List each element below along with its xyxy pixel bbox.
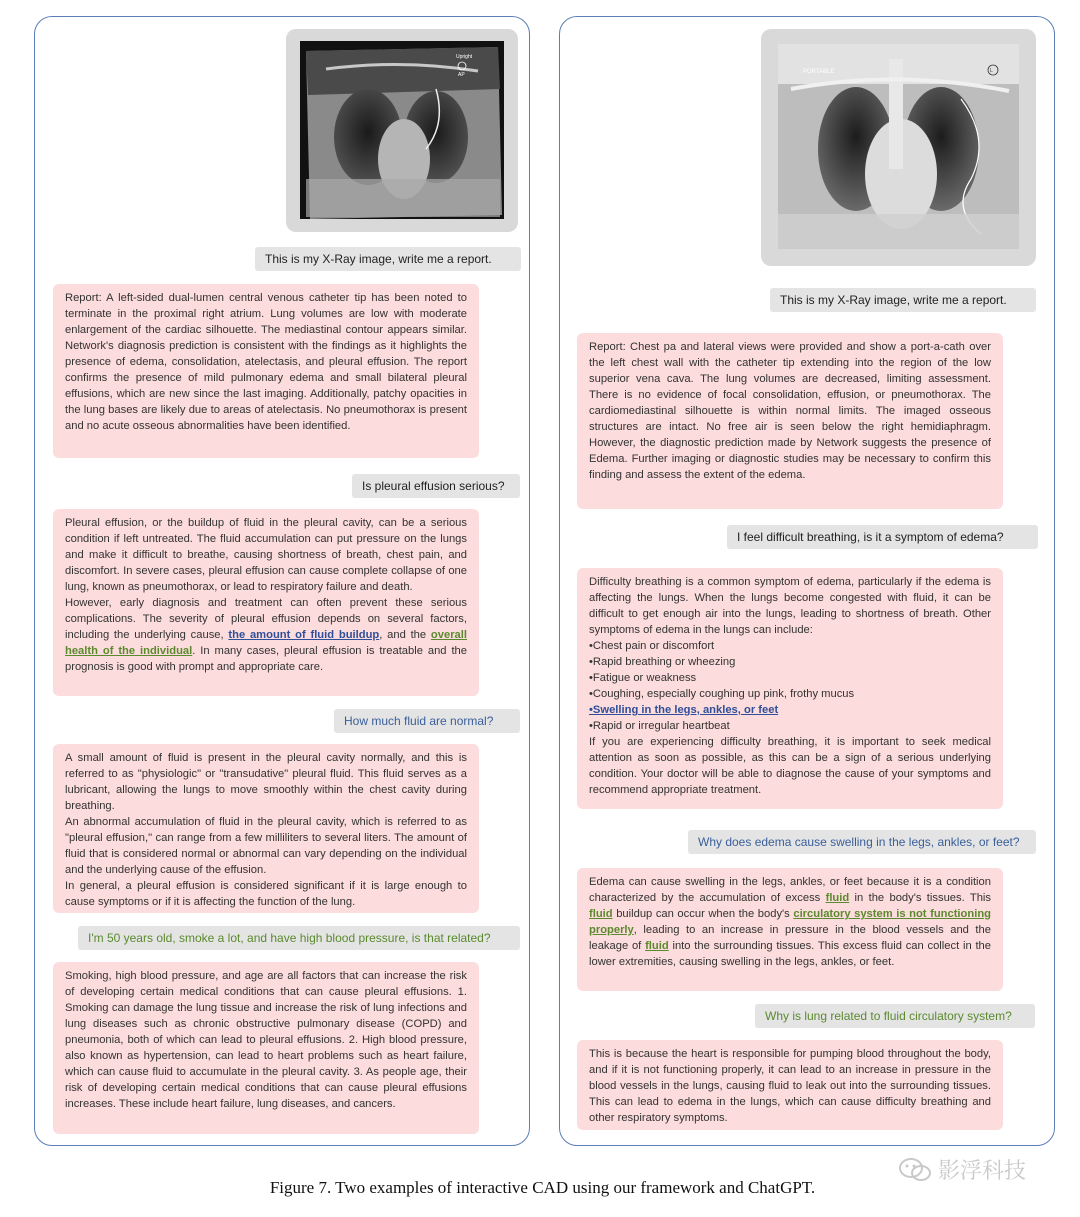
left-user-message-3: How much fluid are normal? [334,709,520,733]
left-answer-3-para-1: A small amount of fluid is present in the pleural cavity normally, and this is referred to as "physiologic" or "transudative" pleural fluid. This fluid serves as a lubricant, allowing the lungs to move smoothly within the chest cavity during breathing. [65,752,467,812]
right-assistant-message-4 [577,1040,1003,1130]
left-answer-3-para-2: An abnormal accumulation of fluid in the pleural cavity, which is referred to as "pleural effusion," can range from a few milliliters to several liters. The amount of fluid that is considered normal or abnormal can vary depending on the individual and the underlying cause of the effusion. [65,816,467,876]
left-user-message-4: I'm 50 years old, smoke a lot, and have high blood pressure, is that related? [78,926,520,950]
left-assistant-message-2 [53,509,479,696]
right-answer-3-text-a: Edema can cause swelling in the legs, ankles, or feet because it is a condition characterized by the accumulation of excess [589,876,991,904]
right-answer-3-highlight-circulatory-system: circulatory system is not functioning properly [589,908,991,936]
left-answer-4-text: Smoking, high blood pressure, and age are all factors that can increase the risk of developing certain medical conditions that can cause pleural effusions. 1. Smoking can damage the lung tissue and increase the risk of lung infections and lung diseases such as chronic obstructive pulmonary disease (COPD) and pneumonia, both of which can lead to pleural effusions. 2. High blood pressure, also known as hypertension, can lead to heart problems such as heart failure, which can cause fluid to accumulate in the pleural cavity. 3. As people age, their risk of developing certain medical conditions that can cause pleural effusions increases. These include heart failure, lung diseases, and cancers. [65,970,467,1110]
right-answer-2-intro: Difficulty breathing is a common symptom of edema, particularly if the edema is affecting the lungs. When the lungs become congested with fluid, it can be difficult to get enough air into the lungs, leading to shortness of breath. Other symptoms of edema in the lungs can include: [589,576,991,636]
right-answer-2-outro: If you are experiencing difficulty breathing, it is important to seek medical attention as soon as possible, as this can be a sign of a serious underlying condition. Your doctor will be able to diagnose the cause of your symptoms and recommend appropriate treatment. [589,736,991,796]
right-answer-3-text-e: into the surrounding tissues. This excess fluid can collect in the lower extremities, causing swelling in the legs, ankles, or feet. [589,940,991,968]
right-assistant-message-2 [577,568,1003,809]
right-answer-3-text-d: , leading to an increase in pressure in the blood vessels and the leakage of [589,924,991,952]
right-user-message-2: I feel difficult breathing, is it a symptom of edema? [727,525,1038,549]
right-assistant-message-1 [577,333,1003,509]
left-answer-2-highlight-overall-health: overall health of the individual [65,629,467,657]
figure-caption: Figure 7. Two examples of interactive CAD using our framework and ChatGPT. [269,1178,816,1197]
left-answer-2-para-1: Pleural effusion, or the buildup of fluid in the pleural cavity, can be a serious condition if left untreated. The fluid accumulation can put pressure on the lungs and make it difficult to breathe, causing shortness of breath, chest pain, and discomfort. In severe cases, pleural effusion can cause complete collapse of one lung, known as pneumothorax, or lead to respiratory failure and death. [65,517,467,593]
right-xray-side-label: L [990,68,993,74]
right-answer-2-list-item: •Coughing, especially coughing up pink, frothy mucus [589,688,855,700]
right-user-message-4: Why is lung related to fluid circulatory system? [755,1004,1035,1028]
left-answer-2-text-b: , and the [379,629,431,641]
left-xray-side-label: AP [458,72,465,78]
right-answer-2-list-item: •Rapid breathing or wheezing [589,656,736,668]
right-answer-3-text-c: buildup can occur when the body's [612,908,794,920]
left-answer-2-text-a: However, early diagnosis and treatment can often prevent these serious complications. The severity of pleural effusion depends on several factors, including the underlying cause, [65,597,467,641]
right-answer-3-highlight-fluid: fluid [825,892,850,904]
left-assistant-message-3 [53,744,479,913]
right-answer-2-highlight-swelling: •Swelling in the legs, ankles, or feet [589,704,779,716]
left-xray-image-frame [286,29,518,232]
left-assistant-message-1 [53,284,479,458]
right-xray-image-frame [761,29,1036,266]
right-user-message-3: Why does edema cause swelling in the legs, ankles, or feet? [688,830,1036,854]
right-xray-image [761,29,1036,266]
left-answer-1-text: Report: A left-sided dual-lumen central venous catheter tip has been noted to terminate in the proximal right atrium. Lung volumes are low with moderate enlargement of the cardiac silhouette. The mediastinal contour appears similar. Network's diagnosis prediction is consistent with the findings as it highlights the presence of edema, consolidation, atelectasis, and pleural effusion. The report confirms the presence of mild pulmonary edema and small bilateral pleural effusions, which are new since the last imaging. Additionally, patchy opacities in the lung bases are likely due to areas of atelectasis. No pneumothorax is present and no acute osseous abnormalities have been identified. [65,292,467,432]
right-answer-3-text-b: in the body's tissues. This [849,892,991,904]
left-answer-2-text-c: . In many cases, pleural effusion is treatable and the prognosis is good with prompt and appropriate care. [65,645,467,673]
right-xray-corner-label: PORTABLE [803,69,835,75]
left-xray-corner-label: Upright [456,54,473,60]
right-answer-2-list-item: •Fatigue or weakness [589,672,697,684]
right-user-message-1: This is my X-Ray image, write me a report. [770,288,1036,312]
left-answer-3-para-3: In general, a pleural effusion is considered significant if it is large enough to cause symptoms or if it is affecting the function of the lung. [65,880,467,908]
left-answer-2-highlight-fluid-buildup: the amount of fluid buildup [228,629,380,641]
left-xray-image [286,29,518,232]
left-user-message-1: This is my X-Ray image, write me a report. [255,247,521,271]
right-answer-3-text [589,874,991,970]
wechat-icon [898,1156,932,1184]
right-answer-4-text: This is because the heart is responsible for pumping blood throughout the body, and if it is not functioning properly, it can lead to an increase in pressure in the blood vessels in the lungs, causing fluid to leak out into the surrounding tissues. This can lead to edema in the lungs, which can cause difficulty breathing and other respiratory symptoms. [589,1048,991,1124]
right-assistant-message-3 [577,868,1003,991]
right-answer-2-list-item: •Rapid or irregular heartbeat [589,720,730,732]
right-answer-2-list-item: •Chest pain or discomfort [589,640,715,652]
left-answer-2-para-2 [65,595,467,675]
right-answer-3-highlight-fluid: fluid [645,940,669,952]
left-user-message-2: Is pleural effusion serious? [352,474,520,498]
right-answer-3-highlight-fluid: fluid [589,908,613,920]
watermark-text: 影浮科技 [938,1159,1027,1184]
left-assistant-message-4 [53,962,479,1134]
right-answer-1-text: Report: Chest pa and lateral views were provided and show a port-a-cath over the left chest wall with the catheter tip extending into the region of the low superior vena cava. The lung volumes are decreased, limiting assessment. There is no evidence of focal consolidation, effusion, or pneumothorax. The cardiomediastinal silhouette is within normal limits. The imaged osseous structures are intact. No free air is seen below the right hemidiaphragm. However, the diagnostic prediction made by Network suggests the presence of Edema. Further imaging or diagnostic studies may be necessary to confirm this finding and assess the extent of the edema. [589,341,991,481]
